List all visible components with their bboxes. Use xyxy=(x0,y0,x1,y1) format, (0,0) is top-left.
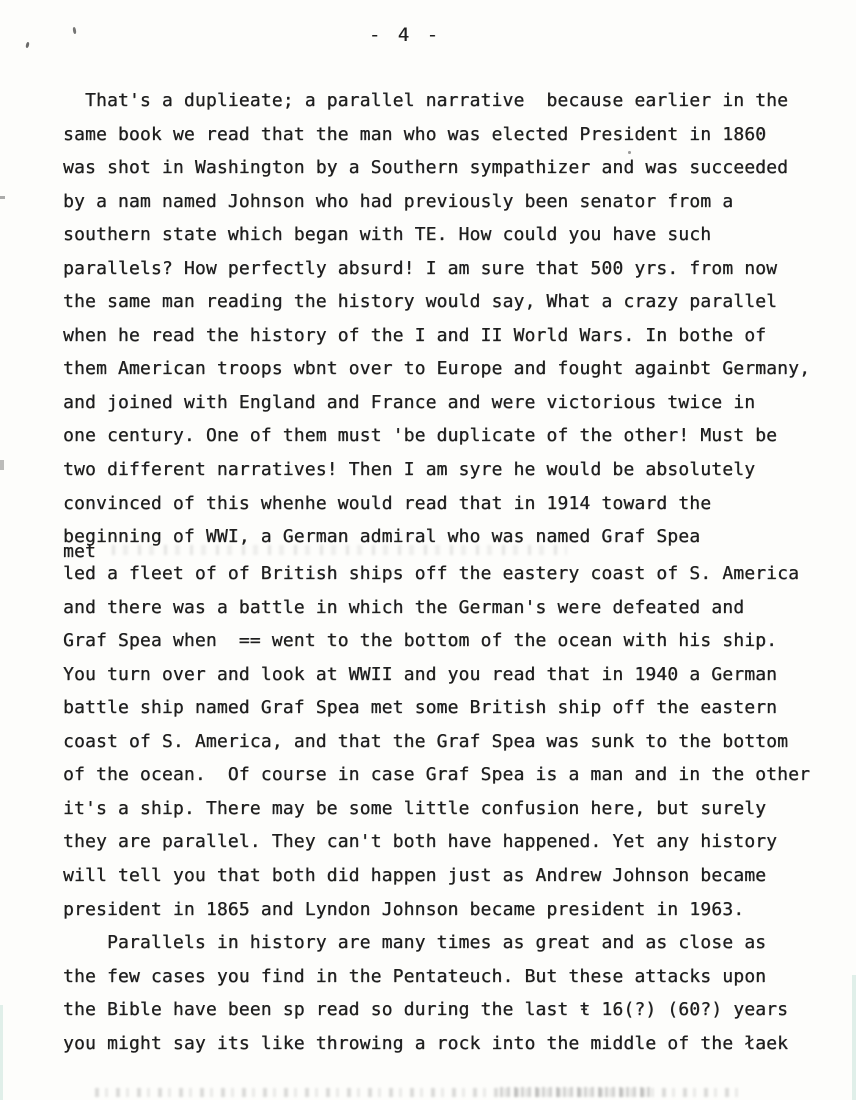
margin-mark xyxy=(0,460,4,470)
text-line: and there was a battle in which the German's were defeated and xyxy=(63,596,745,618)
text-line: You turn over and look at WWII and you read that in 1940 a German xyxy=(63,663,778,685)
text-line: the same man reading the history would say, What a crazy parallel xyxy=(63,291,778,313)
text-line: led a fleet of of British ships off the eastery coast of S. America xyxy=(63,563,800,585)
text-line: beginning of WWI, a German admiral who was named Graf Spea xyxy=(63,526,701,548)
text-line: of the ocean. Of course in case Graf Spea is a man and in the other xyxy=(63,764,811,786)
text-line: southern state which began with TE. How could you have such xyxy=(63,224,712,246)
text-line: was shot in Washington by a Southern sympathizer and was succeeded xyxy=(63,157,789,179)
text-line: battle ship named Graf Spea met some British ship off the eastern xyxy=(63,697,778,719)
text-line: same book we read that the man who was elected President in 1860 xyxy=(63,123,767,145)
page-number: - 4 - xyxy=(368,24,442,46)
text-line: you might say its like throwing a rock into the middle of the łaek xyxy=(63,1032,789,1054)
text-line: and joined with England and France and were victorious twice in xyxy=(63,391,756,413)
text-line: coast of S. America, and that the Graf Spea was sunk to the bottom xyxy=(63,730,789,752)
margin-mark xyxy=(0,196,5,199)
text-line: Parallels in history are many times as great and as close as xyxy=(63,932,767,954)
text-line: it's a ship. There may be some little confusion here, but surely xyxy=(63,797,767,819)
text-line: parallels? How perfectly absurd! I am sure that 500 yrs. from now xyxy=(63,257,778,279)
text-line: will tell you that both did happen just as Andrew Johnson became xyxy=(63,865,767,887)
text-line: convinced of this whenhe would read that in 1914 toward the xyxy=(63,492,712,514)
scan-edge-tint xyxy=(852,975,856,1100)
text-line: by a nam named Johnson who had previously been senator from a xyxy=(63,190,734,212)
ink-speck xyxy=(628,151,631,154)
text-line: they are parallel. They can't both have happened. Yet any history xyxy=(63,831,778,853)
text-line: one century. One of them must 'be duplicate of the other! Must be xyxy=(63,425,778,447)
text-line: That's a duplieate; a parallel narrative because earlier in the xyxy=(63,90,789,111)
bottom-scan-smudge xyxy=(500,1087,650,1097)
text-line: Graf Spea when == went to the bottom of the ocean with his ship. xyxy=(63,630,778,652)
text-line: them American troops wbnt over to Europe and fought againbt Germany, xyxy=(63,358,811,380)
text-line: met xyxy=(63,541,96,563)
ink-speck xyxy=(25,42,29,49)
text-lines xyxy=(63,84,856,1060)
erased-text-smudge xyxy=(112,545,567,555)
text-line: the Bible have been sp read so during the last ŧ 16(?) (60?) years xyxy=(63,999,789,1021)
text-line: two different narratives! Then I am syre he would be absolutely xyxy=(63,459,756,481)
scan-edge-tint xyxy=(0,1005,3,1100)
text-line: the few cases you find in the Pentateuch. But these attacks upon xyxy=(63,965,767,987)
text-line: when he read the history of the I and II World Wars. In bothe of xyxy=(63,324,767,346)
text-line: president in 1865 and Lyndon Johnson became president in 1963. xyxy=(63,898,745,920)
